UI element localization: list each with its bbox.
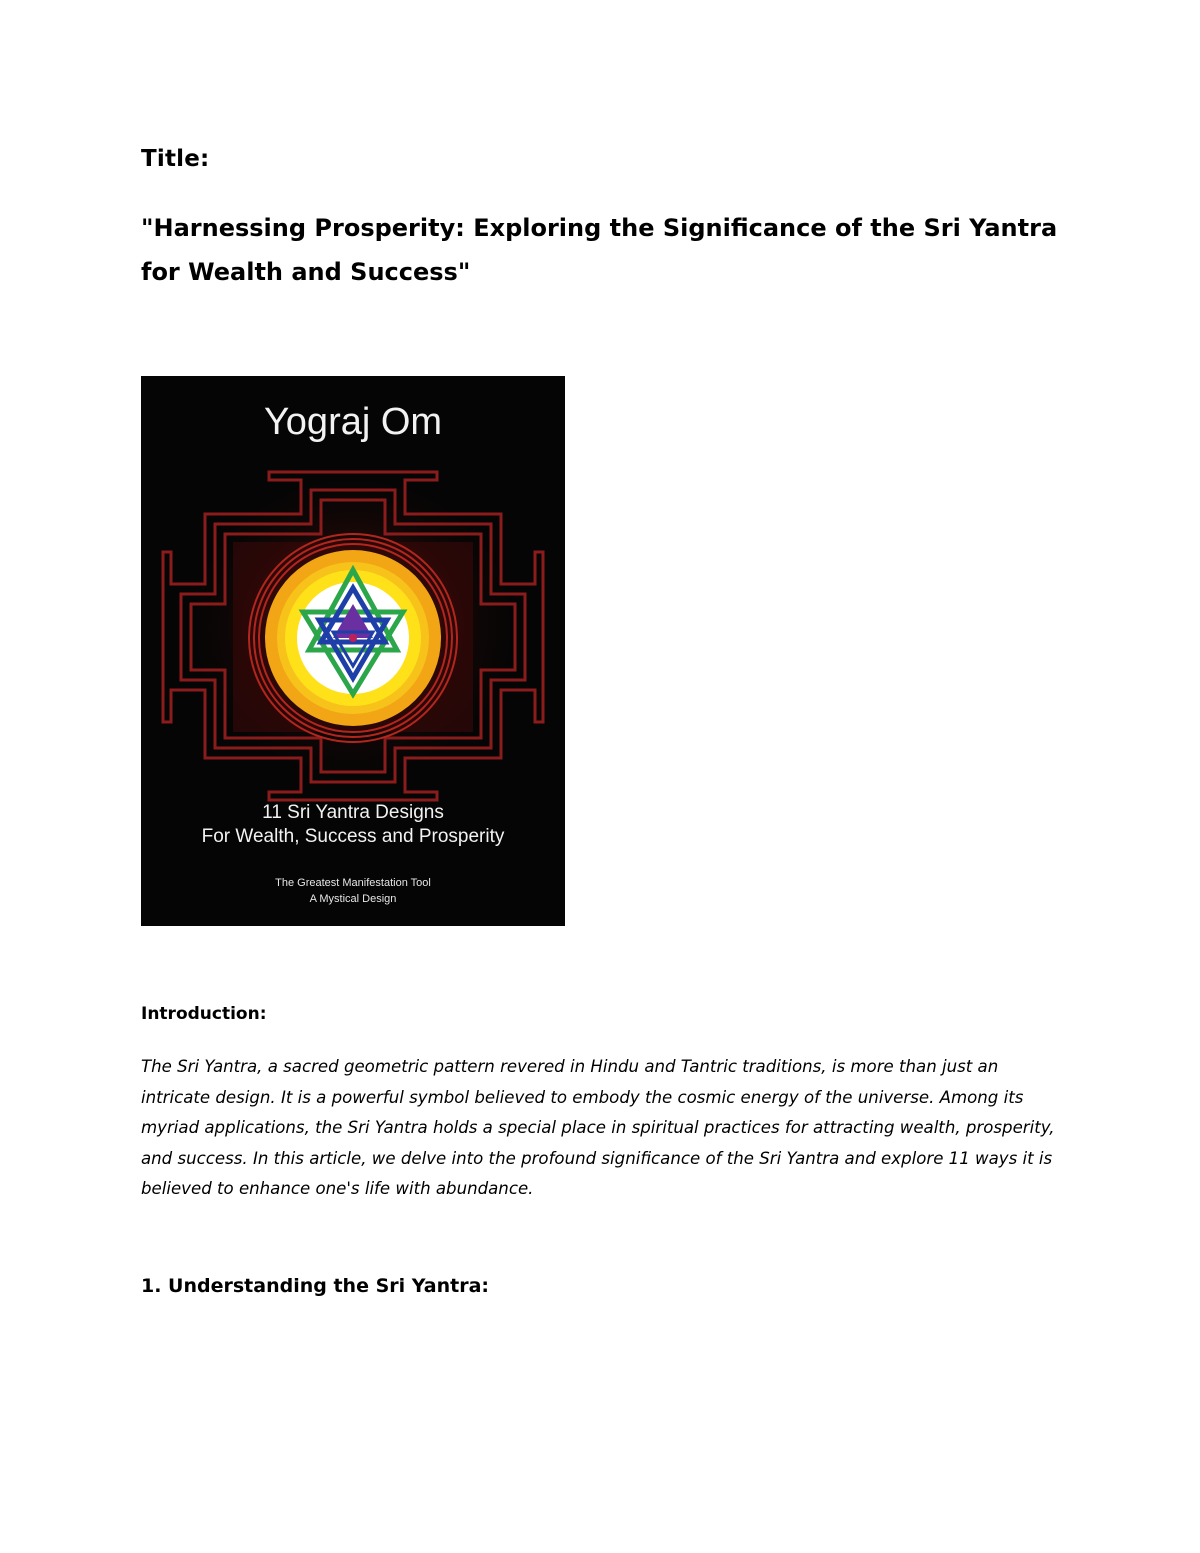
title-label: Title: <box>141 146 210 172</box>
cover-title-line1: 11 Sri Yantra Designs <box>262 802 444 823</box>
document-title: "Harnessing Prosperity: Exploring the Significance of the Sri Yantra for Wealth and Success" <box>141 214 1058 286</box>
introduction-paragraph: The Sri Yantra, a sacred geometric pattern revered in Hindu and Tantric traditions, is more than just an intricate design. It is a powerful symbol believed to embody the cosmic energy of the universe. Among its myriad applications, the Sri Yantra holds a special place in spiritual practices for attracting wealth, prosperity, and success. In this article, we delve into the profound significance of the Sri Yantra and explore 11 ways it is believed to enhance one's life with abundance. <box>141 1057 1055 1198</box>
book-cover-image <box>141 376 565 926</box>
cover-title-line2: For Wealth, Success and Prosperity <box>201 826 505 847</box>
cover-tagline-line2: A Mystical Design <box>309 893 397 905</box>
sri-yantra-illustration <box>141 376 565 926</box>
introduction-heading: Introduction: <box>141 1004 267 1024</box>
cover-author: Yograj Om <box>263 401 443 443</box>
section-heading: 1. Understanding the Sri Yantra: <box>141 1275 489 1297</box>
cover-tagline-line1: The Greatest Manifestation Tool <box>275 877 431 889</box>
